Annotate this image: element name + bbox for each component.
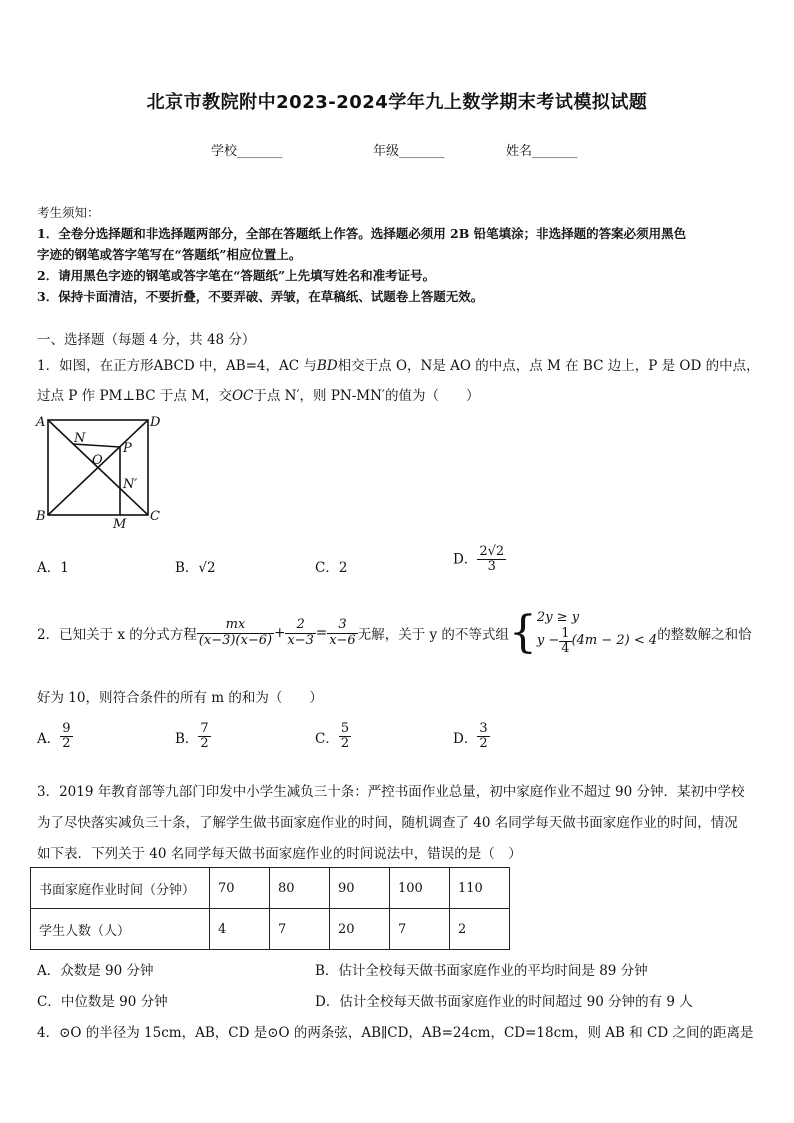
q1-text: 相交于点 O，N是 AO 的中点，点 M 在 BC 边上，P 是 OD 的中点， (337, 358, 760, 374)
label-d: D (150, 415, 161, 430)
option-label: B． (175, 730, 199, 747)
label-c: C (150, 509, 160, 524)
q2-frac3 (327, 618, 358, 648)
table-cell: 70 (210, 868, 270, 909)
label-m: M (113, 517, 127, 530)
q1-line1 (37, 354, 760, 374)
section-heading: 一、选择题（每题 4 分，共 48 分） (37, 332, 256, 348)
frac-den: (x−3)(x−6) (198, 632, 273, 648)
q2-line1 (37, 607, 752, 659)
q1-option-c[interactable]: C．2 (315, 560, 348, 576)
q2-sys2-a: y − (536, 633, 560, 649)
q3-line3: 如下表．下列关于 40 名同学每天做书面家庭作业的时间说法中，错误的是（ ） (37, 846, 522, 862)
q2-option-a[interactable] (37, 722, 73, 752)
frac-num: 3 (327, 618, 358, 633)
q3-option-b[interactable]: B．估计全校每天做书面家庭作业的平均时间是 89 分钟 (315, 963, 648, 979)
table-cell: 90 (330, 868, 390, 909)
table-cell: 100 (390, 868, 450, 909)
q1-option-d[interactable] (453, 545, 506, 575)
label-nprime: N′ (123, 477, 138, 492)
notice-item: 3．保持卡面清洁，不要折叠，不要弄破、弄皱，在草稿纸、试题卷上答题无效。 (37, 289, 484, 304)
q2-sys1: 2y ≥ y (536, 610, 580, 625)
label-o: O (92, 453, 103, 468)
q2-text: 无解，关于 y 的不等式组 (357, 627, 509, 644)
q1-figure (34, 410, 164, 530)
q2-eq: = (315, 625, 328, 642)
frac-den: 4 (561, 641, 570, 657)
q3-line2: 为了尽快落实减负三十条，了解学生做书面家庭作业的时间，随机调查了 40 名同学每天做书面家庭作业的时间，情况 (37, 815, 738, 831)
table-cell: 2 (450, 909, 510, 950)
q2-frac2 (285, 618, 316, 648)
frac-num: 5 (340, 721, 350, 736)
q3-option-d[interactable]: D．估计全校每天做书面家庭作业的时间超过 90 分钟的有 9 人 (315, 994, 693, 1010)
q2-option-d[interactable] (453, 722, 490, 752)
q1-text: 于点 N′，则 PN-MN′的值为（ ） (253, 388, 480, 404)
table-row (31, 868, 510, 909)
grade-field: 年级_______ (373, 144, 445, 159)
notice-item: 字迹的钢笔或答字笔写在“答题纸”相应位置上。 (37, 247, 302, 262)
frac-num: mx (197, 618, 274, 633)
frac-den: 2 (62, 736, 71, 752)
frac-num: 2 (285, 618, 316, 633)
page-title: 北京市教院附中2023-2024学年九上数学期末考试模拟试题 (146, 92, 648, 113)
table-cell: 80 (270, 868, 330, 909)
name-field: 姓名_______ (506, 144, 578, 159)
school-field: 学校_______ (211, 144, 283, 159)
frac-num: 7 (200, 721, 209, 736)
table-row (31, 909, 510, 950)
label-b: B (36, 509, 46, 524)
option-label: B． (175, 560, 199, 576)
q2-system (537, 610, 657, 656)
q1-line2 (37, 384, 480, 404)
frac-den: 2 (340, 736, 350, 752)
notice-item: 1．全卷分选择题和非选择题两部分，全部在答题纸上作答。选择题必须用 2B 铅笔填涂；非选择题的答案必须用黑色 (37, 226, 687, 241)
q2-text: 2．已知关于 x 的分式方程 (37, 627, 197, 644)
frac-den: 3 (487, 559, 496, 575)
q2-line2: 好为 10，则符合条件的所有 m 的和为（ ） (37, 690, 323, 706)
frac-num: 9 (62, 721, 71, 736)
q1-oc: OC (231, 388, 254, 404)
q2-option-c[interactable] (315, 722, 351, 752)
q3-option-c[interactable]: C．中位数是 90 分钟 (37, 994, 168, 1010)
frac-num: 1 (561, 625, 570, 641)
option-label: C． (315, 730, 339, 747)
q1-option-a[interactable]: A．1 (37, 560, 69, 576)
frac-den: x−3 (287, 632, 314, 648)
q2-sys2-b: (4m − 2) < 4 (571, 633, 658, 649)
sqrt-value: √2 (198, 560, 216, 576)
frac-num: 2√2 (479, 544, 505, 559)
q1-option-b[interactable] (175, 556, 216, 576)
option-label: D． (453, 730, 478, 747)
q3-table (30, 867, 510, 950)
option-label: A． (37, 730, 61, 747)
brace-icon: { (508, 607, 537, 659)
q4-line1: 4．⊙O 的半径为 15cm，AB，CD 是⊙O 的两条弦，AB∥CD，AB=24cm，CD=18cm，则 AB 和 CD 之间的距离是 (37, 1025, 754, 1041)
q3-option-a[interactable]: A．众数是 90 分钟 (37, 963, 154, 979)
q1-text: 过点 P 作 PM⊥BC 于点 M，交 (37, 388, 232, 404)
label-p: P (123, 441, 132, 456)
table-cell: 110 (450, 868, 510, 909)
notice-heading: 考生须知： (37, 205, 100, 220)
label-n: N (74, 431, 86, 446)
q2-option-b[interactable] (175, 722, 211, 752)
q2-frac1 (197, 618, 274, 648)
option-label: D． (453, 551, 478, 568)
frac-den: 2 (200, 736, 209, 752)
table-cell: 7 (270, 909, 330, 950)
label-a: A (36, 415, 46, 430)
q1-bd: BD (316, 358, 338, 374)
frac-num: 3 (479, 721, 488, 736)
table-cell: 书面家庭作业时间（分钟） (31, 868, 210, 909)
frac-den: 2 (479, 736, 488, 752)
q2-text: 的整数解之和恰 (657, 627, 752, 644)
table-cell: 20 (330, 909, 390, 950)
table-cell: 4 (210, 909, 270, 950)
q2-plus: + (274, 625, 286, 642)
q2-sys2 (537, 627, 657, 657)
table-cell: 7 (390, 909, 450, 950)
frac-den: x−6 (329, 632, 356, 648)
notice-item: 2．请用黑色字迹的钢笔或答字笔在“答题纸”上先填写姓名和准考证号。 (37, 268, 436, 283)
q3-line1: 3．2019 年教育部等九部门印发中小学生减负三十条：严控书面作业总量，初中家庭作业不超过 90 分钟．某初中学校 (37, 784, 745, 800)
q1-text: 1．如图，在正方形ABCD 中，AB=4，AC 与 (37, 358, 317, 374)
table-cell: 学生人数（人） (31, 909, 210, 950)
